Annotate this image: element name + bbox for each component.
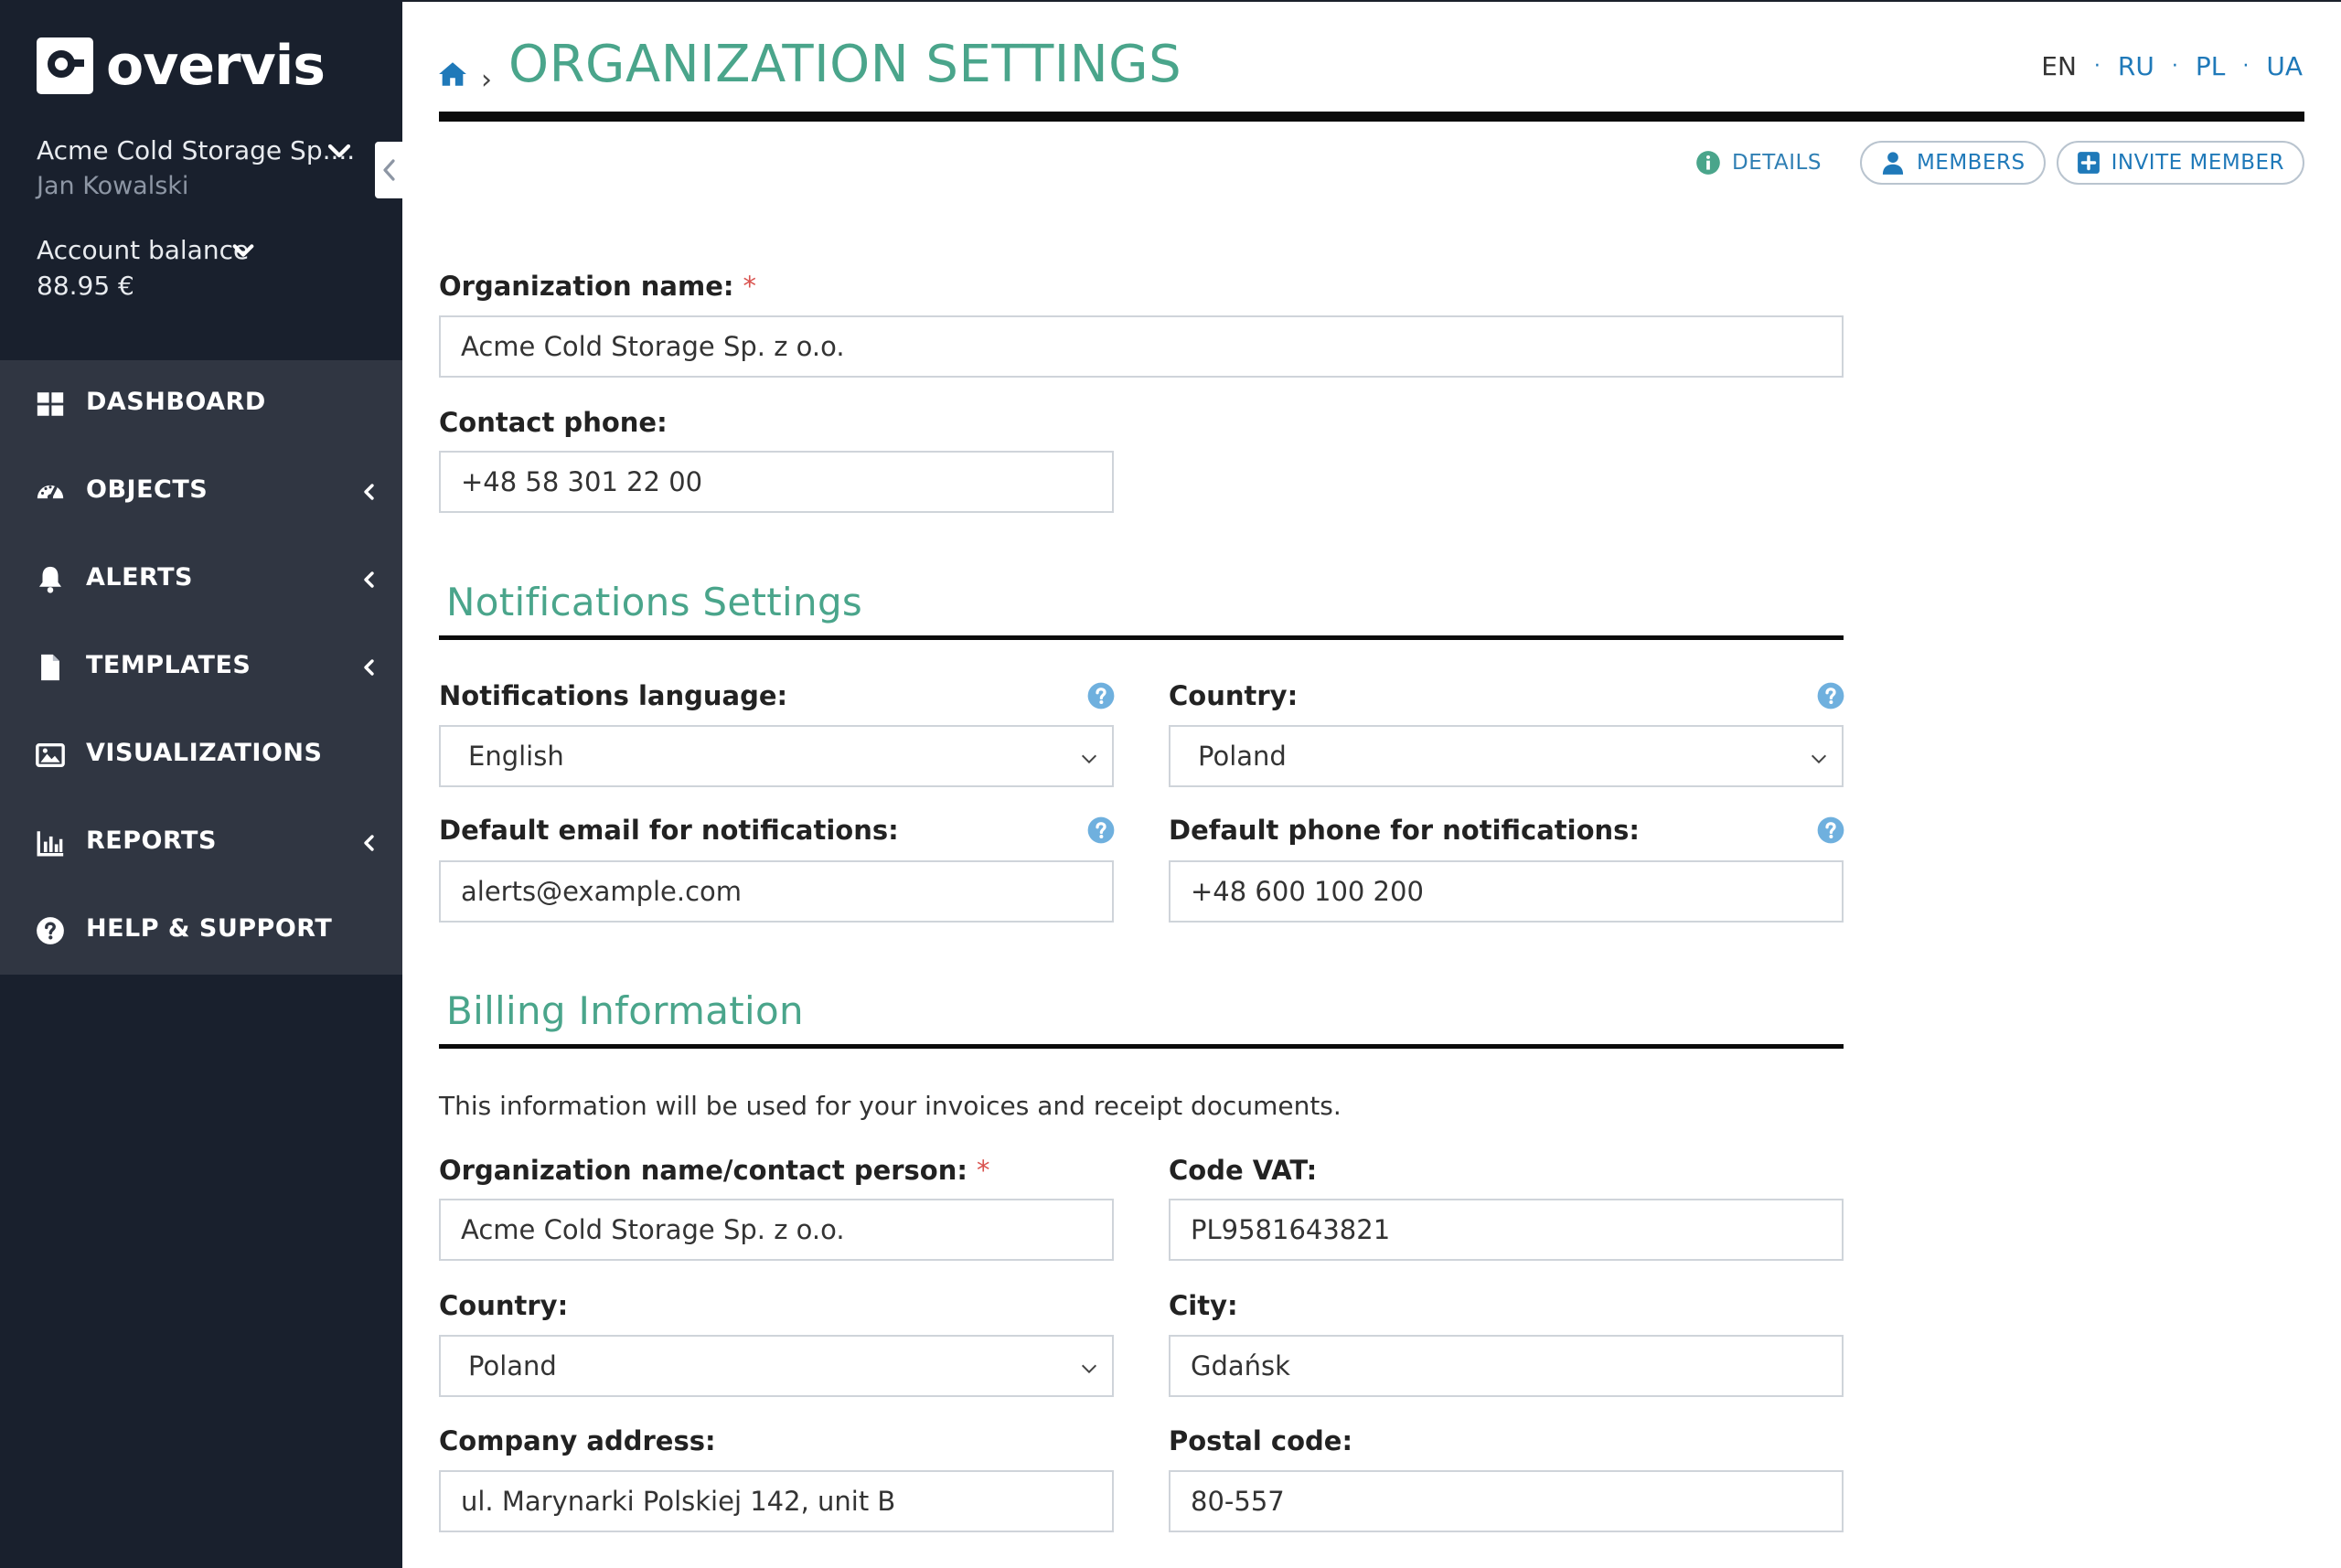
contact-phone-input[interactable]: +48 58 301 22 00 (439, 451, 1114, 513)
default-email-input[interactable]: alerts@example.com (439, 860, 1114, 923)
image-icon (35, 740, 66, 771)
section-divider (439, 1044, 1844, 1049)
details-link[interactable] (1695, 141, 1849, 185)
page-title: ORGANIZATION SETTINGS (508, 35, 1182, 94)
company-address-input[interactable]: ul. Marynarki Polskiej 142, unit B (439, 1470, 1114, 1532)
default-phone-input[interactable]: +48 600 100 200 (1169, 860, 1844, 923)
chevron-down-icon[interactable] (230, 238, 256, 263)
sidebar-item-label: REPORTS (86, 827, 217, 855)
notifications-section-title: Notifications Settings (446, 580, 863, 624)
account-balance-value: 88.95 € (37, 271, 134, 301)
language-ua[interactable]: UA (2266, 51, 2303, 81)
title-divider (439, 112, 2304, 122)
organization-switcher[interactable]: Acme Cold Storage Sp.... (37, 135, 356, 165)
billing-org-contact-input[interactable]: Acme Cold Storage Sp. z o.o. (439, 1199, 1114, 1261)
details-label: DETAILS (1732, 151, 1822, 175)
language-separator: · (2171, 55, 2178, 78)
sidebar-item-visualizations[interactable] (0, 711, 402, 799)
billing-section-title: Billing Information (446, 988, 804, 1033)
language-ru[interactable]: RU (2117, 51, 2154, 81)
city-label: City: (1169, 1290, 1238, 1321)
dashboard-icon (35, 389, 66, 420)
billing-org-contact-label (439, 1155, 989, 1186)
postal-code-input[interactable]: 80-557 (1169, 1470, 1844, 1532)
overvis-logo-icon (37, 37, 93, 94)
sidebar-item-label: ALERTS (86, 563, 193, 592)
language-en[interactable]: EN (2041, 51, 2077, 81)
notifications-country-label: Country: (1169, 680, 1299, 711)
bell-icon (35, 564, 66, 595)
breadcrumb-separator: › (481, 64, 492, 96)
chevron-left-icon (358, 481, 380, 503)
chevron-down-icon[interactable] (326, 137, 353, 165)
selected-value: English (468, 741, 564, 772)
sidebar-item-alerts[interactable] (0, 536, 402, 624)
sidebar-item-label: TEMPLATES (86, 651, 251, 679)
city-input[interactable]: Gdańsk (1169, 1335, 1844, 1397)
label-text: Organization name: (439, 271, 734, 302)
chevron-left-icon (358, 656, 380, 678)
members-button[interactable] (1860, 141, 2046, 185)
help-icon[interactable] (1817, 816, 1844, 844)
home-icon[interactable] (437, 59, 468, 90)
required-indicator: * (976, 1155, 990, 1186)
language-pl[interactable]: PL (2195, 51, 2226, 81)
language-separator: · (2242, 55, 2250, 78)
billing-country-select[interactable] (439, 1335, 1114, 1397)
user-icon (1880, 150, 1906, 176)
page-actions (1695, 141, 2304, 185)
notifications-country-select[interactable] (1169, 725, 1844, 787)
file-icon (35, 652, 66, 683)
sidebar-item-reports[interactable] (0, 799, 402, 887)
sidebar-item-dashboard[interactable] (0, 360, 402, 448)
logo-text: overvis (106, 34, 326, 98)
sidebar-item-label: OBJECTS (86, 475, 208, 504)
invite-member-button[interactable] (2057, 141, 2304, 185)
sidebar (0, 0, 402, 1568)
help-icon[interactable] (1817, 682, 1844, 709)
sidebar-item-templates[interactable] (0, 624, 402, 711)
billing-country-label: Country: (439, 1290, 569, 1321)
billing-info-text: This information will be used for your invoices and receipt documents. (439, 1091, 1342, 1121)
members-label: MEMBERS (1916, 151, 2026, 175)
selected-value: Poland (1198, 741, 1287, 772)
default-phone-label: Default phone for notifications: (1169, 815, 1641, 846)
vat-code-label: Code VAT: (1169, 1155, 1318, 1186)
organization-name-label (439, 271, 756, 302)
chevron-down-icon (1079, 1359, 1099, 1379)
gauge-icon (35, 476, 66, 507)
default-email-label: Default email for notifications: (439, 815, 899, 846)
chevron-down-icon (1079, 749, 1099, 769)
help-icon[interactable] (1087, 682, 1115, 709)
invite-member-label: INVITE MEMBER (2111, 151, 2284, 175)
sidebar-item-objects[interactable] (0, 448, 402, 536)
selected-value: Poland (468, 1350, 557, 1381)
sidebar-menu (0, 360, 402, 975)
app-logo[interactable] (37, 34, 326, 98)
organization-name-input[interactable]: Acme Cold Storage Sp. z o.o. (439, 315, 1844, 378)
sidebar-item-help-support[interactable] (0, 887, 402, 975)
bar-chart-icon (35, 827, 66, 859)
chevron-left-icon (358, 569, 380, 591)
company-address-label: Company address: (439, 1425, 716, 1456)
required-indicator: * (743, 271, 756, 302)
label-text: Organization name/contact person: (439, 1155, 967, 1186)
sidebar-item-label: HELP & SUPPORT (86, 914, 333, 943)
section-divider (439, 635, 1844, 640)
vat-code-input[interactable]: PL9581643821 (1169, 1199, 1844, 1261)
language-switcher (2041, 51, 2303, 81)
contact-phone-label: Contact phone: (439, 407, 668, 438)
sidebar-item-label: DASHBOARD (86, 388, 266, 416)
sidebar-item-label: VISUALIZATIONS (86, 739, 323, 767)
account-balance-toggle[interactable]: Account balance (37, 235, 250, 265)
chevron-left-icon (380, 158, 399, 182)
language-separator: · (2093, 55, 2100, 78)
chevron-left-icon (358, 832, 380, 854)
chevron-down-icon (1809, 749, 1829, 769)
postal-code-label: Postal code: (1169, 1425, 1353, 1456)
sidebar-collapse-button[interactable] (375, 142, 402, 198)
question-circle-icon (35, 915, 66, 946)
info-icon (1695, 150, 1721, 176)
help-icon[interactable] (1087, 816, 1115, 844)
plus-square-icon (2077, 151, 2100, 175)
notifications-language-label: Notifications language: (439, 680, 788, 711)
notifications-language-select[interactable] (439, 725, 1114, 787)
user-name: Jan Kowalski (37, 172, 189, 200)
